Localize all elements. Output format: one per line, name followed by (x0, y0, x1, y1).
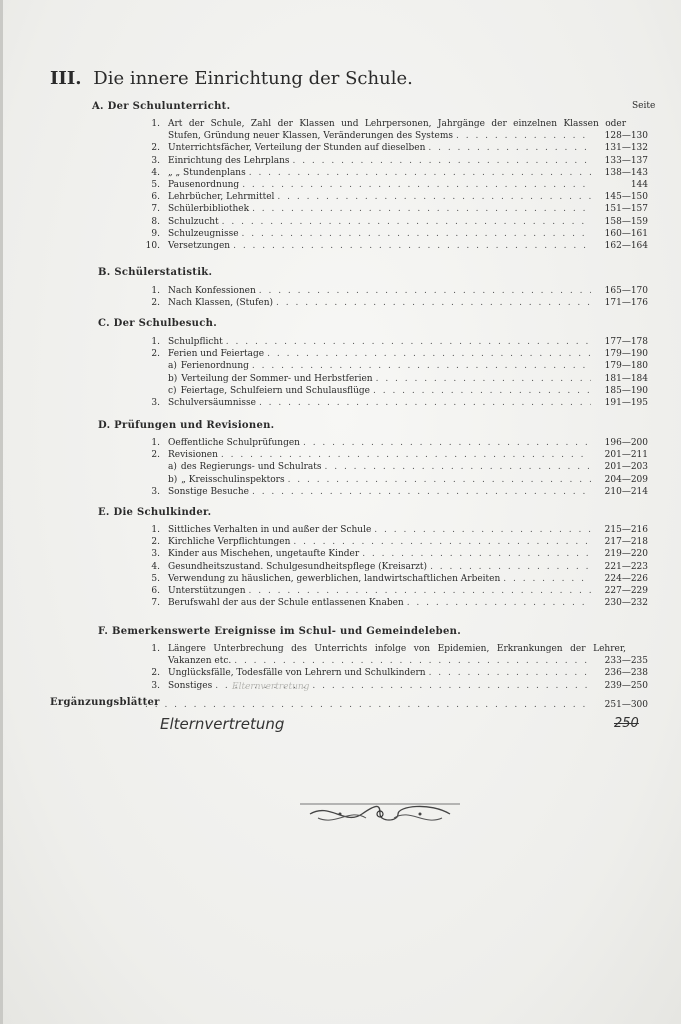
leader-dots (503, 573, 591, 585)
section-heading: E. Die Schulkinder. (98, 507, 212, 518)
leader-dots (276, 297, 591, 309)
entry-pages: 196—200 (604, 438, 648, 448)
toc-subentry (142, 360, 648, 372)
toc-entry (142, 130, 648, 142)
leader-dots (221, 449, 591, 461)
handwritten-page: 250 (614, 716, 639, 731)
toc-entry (142, 524, 648, 536)
entry-title: Sonstige Besuche (168, 486, 249, 497)
entry-number: 1. (151, 438, 160, 448)
leader-dots (252, 360, 591, 372)
leader-dots (242, 228, 591, 240)
leader-dots (226, 336, 591, 348)
toc-entry (142, 573, 648, 585)
seite-column-header: Seite (632, 101, 656, 111)
entry-number: 2. (151, 298, 160, 309)
leader-dots (429, 667, 591, 679)
entry-pages: 179—190 (604, 349, 648, 360)
chapter-number: III. (50, 68, 82, 89)
leader-dots (252, 203, 591, 215)
leader-dots (145, 699, 591, 711)
entry-title: Sittliches Verhalten in und außer der Schule (168, 525, 372, 535)
toc-entry (142, 561, 648, 573)
supplement-pages: 251—300 (604, 700, 648, 710)
entry-pages: 210—214 (604, 486, 648, 497)
entry-number: 1. (151, 119, 160, 129)
leader-dots (222, 216, 591, 228)
entry-number: 2. (151, 537, 160, 548)
handwritten-entry: Elternvertretung (160, 715, 285, 733)
entry-title: Oeffentliche Schulprüfungen (168, 438, 300, 448)
faded-pencil-note: Elternvertretung (232, 682, 310, 692)
entry-title: Sonstiges (168, 680, 213, 691)
toc-entry (142, 228, 648, 240)
entry-pages: 185—190 (604, 385, 648, 396)
entry-number: 1. (151, 644, 160, 654)
entry-pages: 128—130 (604, 131, 648, 142)
subentry-letter: b) (168, 474, 178, 485)
entry-number: 5. (151, 180, 160, 190)
entry-title: Feiertage, Schulfeiern und Schulausflüge (180, 385, 370, 396)
entry-number: 2. (151, 450, 160, 461)
entry-number: 3. (151, 398, 160, 408)
entry-title: Schulversäumnisse (168, 398, 256, 408)
chapter-heading: Die innere Einrichtung der Schule. (93, 68, 413, 89)
entry-title: Schulzucht (168, 216, 219, 227)
leader-dots (249, 167, 591, 179)
entry-pages: 165—170 (604, 286, 648, 296)
entry-title: Kinder aus Mischehen, ungetaufte Kinder (168, 549, 360, 560)
entry-pages: 217—218 (604, 537, 648, 548)
entry-number: 4. (151, 167, 160, 178)
entry-pages: 227—229 (604, 586, 648, 596)
entry-pages: 158—159 (604, 216, 648, 227)
leader-dots (249, 585, 592, 597)
entry-pages: 215—216 (604, 525, 648, 535)
subentry-letter: a) (168, 462, 177, 473)
entry-title: Pausenordnung (168, 180, 240, 190)
toc-subentry (142, 373, 648, 385)
toc-entry (142, 336, 648, 348)
section-heading: D. Prüfungen und Revisionen. (98, 420, 275, 431)
entry-number: 10. (145, 241, 160, 251)
entry-title: Berufswahl der aus der Schule entlassenen Knaben (168, 598, 404, 609)
entry-number: 3. (151, 680, 160, 691)
entry-pages: 233—235 (604, 656, 648, 667)
entry-title: Schulpflicht (168, 337, 223, 347)
leader-dots (259, 285, 591, 297)
leader-dots (303, 437, 591, 449)
entry-title: Verwendung zu häuslichen, gewerblichen, landwirtschaftlichen Arbeiten (168, 573, 501, 584)
entry-title: Lehrbücher, Lehrmittel (168, 192, 275, 203)
entry-pages: 145—150 (604, 192, 648, 203)
leader-dots (259, 397, 591, 409)
entry-pages: 181—184 (604, 373, 648, 384)
entry-number: 7. (151, 204, 160, 215)
entry-title: Kirchliche Verpflichtungen (168, 537, 291, 548)
entry-number: 1. (151, 337, 160, 347)
toc-entry (142, 437, 648, 449)
toc-entry (142, 203, 648, 215)
leader-dots (288, 474, 591, 486)
leader-dots (292, 155, 591, 167)
entry-title: Ferien und Feiertage (168, 349, 265, 360)
entry-pages: 191—195 (604, 398, 648, 408)
entry-title: Stufen, Gründung neuer Klassen, Veränderungen des Systems (168, 131, 453, 142)
entry-number: 7. (151, 598, 160, 609)
supplement-row (142, 699, 648, 711)
entry-title: Nach Konfessionen (168, 286, 256, 296)
entry-title: Revisionen (168, 450, 218, 461)
toc-entry (142, 486, 648, 498)
entry-pages: 179—180 (604, 361, 648, 372)
leader-dots (267, 348, 591, 360)
entry-title: Einrichtung des Lehrplans (168, 155, 290, 166)
entry-pages: 236—238 (604, 668, 648, 679)
toc-entry (142, 191, 648, 203)
toc-entry (142, 655, 648, 667)
entry-pages: 138—143 (604, 167, 648, 178)
entry-number: 3. (151, 155, 160, 166)
entry-title: Schulzeugnisse (168, 228, 239, 239)
subentry-letter: a) (168, 361, 177, 372)
entry-pages: 131—132 (604, 143, 648, 154)
leader-dots (456, 130, 591, 142)
entry-pages: 144 (630, 180, 648, 190)
toc-entry (142, 297, 648, 309)
leader-dots (362, 548, 591, 560)
toc-entry-line1: Längere Unterbrechung des Unterrichts infolge von Epidemien, Erkrankungen der Lehrer, (168, 644, 626, 654)
entry-pages: 171—176 (604, 298, 648, 309)
toc-entry (142, 285, 648, 297)
chapter-title (50, 68, 413, 89)
toc-entry (142, 216, 648, 228)
entry-pages: 133—137 (604, 155, 648, 166)
entry-title: Unglücksfälle, Todesfälle von Lehrern und Schulkindern (168, 668, 426, 679)
entry-pages: 219—220 (604, 549, 648, 560)
leader-dots (277, 191, 591, 203)
entry-number: 2. (151, 143, 160, 154)
entry-number: 1. (151, 286, 160, 296)
entry-number: 2. (151, 349, 160, 360)
toc-entry (142, 179, 648, 191)
toc-entry (142, 449, 648, 461)
entry-pages: 151—157 (604, 204, 648, 215)
entry-title: „ „ Stundenplans (168, 167, 246, 178)
leader-dots (428, 142, 591, 154)
entry-number: 4. (151, 561, 160, 572)
toc-entry (142, 585, 648, 597)
entry-title: des Regierungs- und Schulrats (180, 462, 322, 473)
entry-title: Vakanzen etc. (168, 656, 232, 667)
entry-pages: 177—178 (604, 337, 648, 347)
section-heading: B. Schülerstatistik. (98, 267, 213, 278)
leader-dots (407, 597, 591, 609)
entry-title: Schülerbibliothek (168, 204, 250, 215)
subentry-letter: c) (168, 385, 177, 396)
toc-entry (142, 240, 648, 252)
toc-entry (142, 667, 648, 679)
section-heading: F. Bemerkenswerte Ereignisse im Schul- und Gemeindeleben. (98, 626, 461, 637)
toc-entry (142, 167, 648, 179)
entry-pages: 224—226 (604, 573, 648, 584)
section-heading: A. Der Schulunterricht. (92, 101, 231, 112)
section-heading: C. Der Schulbesuch. (98, 318, 217, 329)
toc-subentry (142, 385, 648, 397)
entry-number: 8. (151, 216, 160, 227)
entry-number: 6. (151, 586, 160, 596)
leader-dots (234, 655, 591, 667)
leader-dots (252, 486, 591, 498)
entry-pages: 201—211 (604, 450, 648, 461)
toc-entry (142, 397, 648, 409)
entry-title: Unterstützungen (168, 586, 246, 596)
entry-pages: 204—209 (604, 474, 648, 485)
leader-dots (293, 536, 591, 548)
toc-subentry (142, 461, 648, 473)
entry-pages: 201—203 (604, 462, 648, 473)
entry-title: Ferienordnung (180, 361, 249, 372)
ornament-divider-icon (300, 798, 460, 830)
toc-entry-line1: Art der Schule, Zahl der Klassen und Lehrpersonen, Jahrgänge der einzelnen Klassen oder (168, 119, 626, 129)
leader-dots (430, 561, 591, 573)
entry-pages: 239—250 (604, 680, 648, 691)
toc-entry (142, 548, 648, 560)
toc-entry (142, 597, 648, 609)
entry-number: 2. (151, 668, 160, 679)
entry-title: Unterrichtsfächer, Verteilung der Stunden auf dieselben (168, 143, 426, 154)
toc-entry (142, 536, 648, 548)
entry-pages: 162—164 (604, 241, 648, 251)
entry-title: Nach Klassen, (Stufen) (168, 298, 274, 309)
page-spine-edge (0, 0, 3, 1024)
leader-dots (373, 385, 591, 397)
entry-number: 5. (151, 573, 160, 584)
entry-number: 3. (151, 549, 160, 560)
leader-dots (374, 524, 591, 536)
leader-dots (376, 373, 591, 385)
entry-pages: 160—161 (604, 228, 648, 239)
entry-pages: 230—232 (604, 598, 648, 609)
entry-title: Verteilung der Sommer- und Herbstferien (181, 373, 373, 384)
entry-number: 3. (151, 486, 160, 497)
toc-entry (142, 142, 648, 154)
entry-pages: 221—223 (604, 561, 648, 572)
supplement-heading: Ergänzungsblätter (50, 697, 160, 708)
toc-entry (142, 680, 648, 692)
entry-title: Versetzungen (168, 241, 231, 251)
entry-number: 6. (151, 192, 160, 203)
toc-entry (142, 348, 648, 360)
leader-dots (325, 461, 592, 473)
toc-subentry (142, 474, 648, 486)
entry-number: 1. (151, 525, 160, 535)
leader-dots (242, 179, 591, 191)
subentry-letter: b) (168, 373, 178, 384)
toc-entry (142, 155, 648, 167)
leader-dots (233, 240, 591, 252)
entry-number: 9. (151, 228, 160, 239)
entry-title: Gesundheitszustand. Schulgesundheitspflege (Kreisarzt) (168, 561, 428, 572)
entry-title: „ Kreisschulinspektors (181, 474, 285, 485)
